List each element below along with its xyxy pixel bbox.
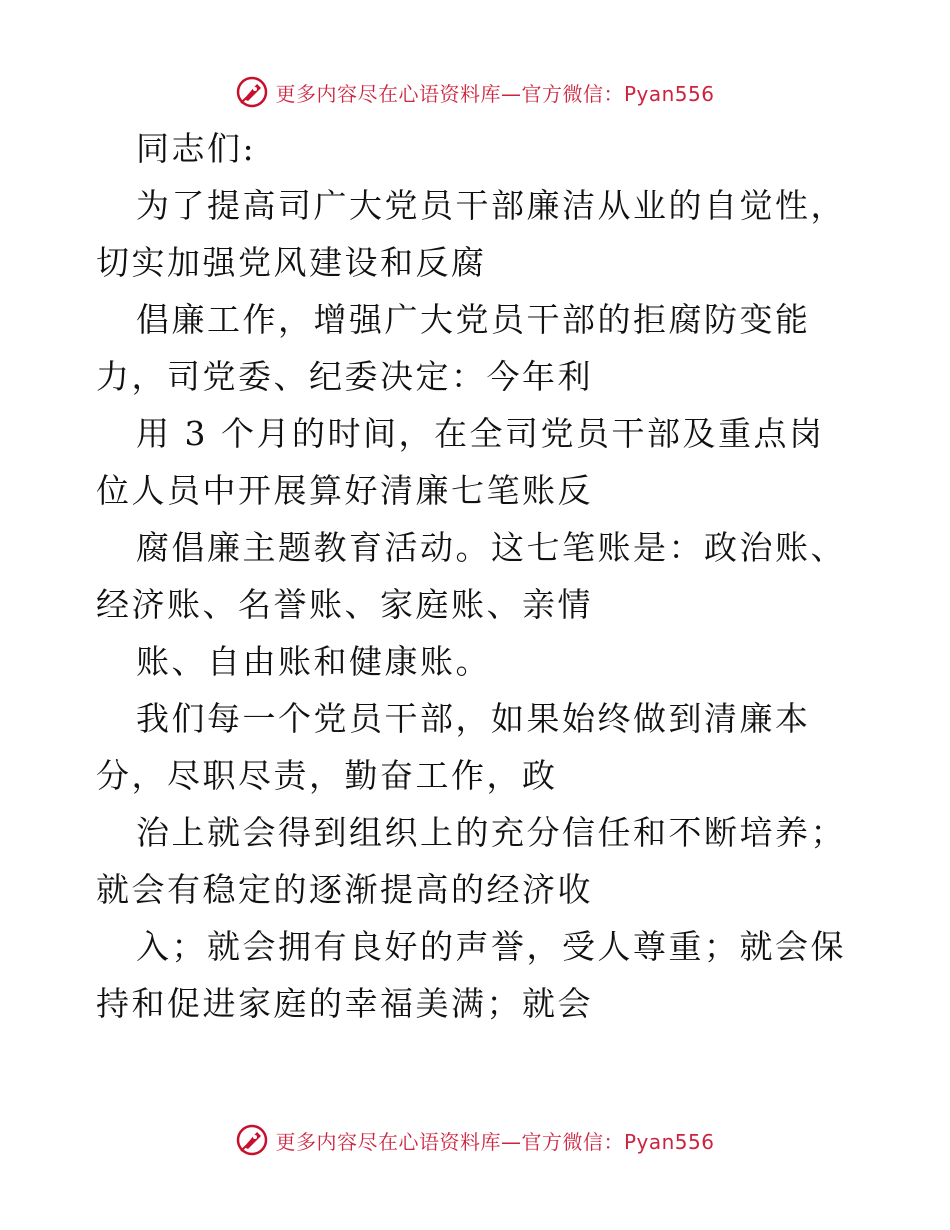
pen-nib-logo-icon	[235, 1123, 269, 1157]
paragraph: 我们每一个党员干部，如果始终做到清廉本分，尽职尽责，勤奋工作，政	[96, 699, 811, 795]
paragraph: 为了提高司广大党员干部廉洁从业的自觉性，切实加强党风建设和反腐	[96, 186, 846, 282]
paragraph: 用 3 个月的时间，在全司党员干部及重点岗位人员中开展算好清廉七笔账反	[96, 414, 825, 510]
header-watermark	[0, 70, 950, 114]
paragraph: 腐倡廉主题教育活动。这七笔账是：政治账、经济账、名誉账、家庭账、亲情	[96, 528, 846, 624]
footer-watermark	[0, 1118, 950, 1162]
watermark-text: 更多内容尽在心语资料库—官方微信：Pyan556	[275, 81, 715, 106]
watermark-text: 更多内容尽在心语资料库—官方微信：Pyan556	[275, 1129, 715, 1154]
paragraph: 治上就会得到组织上的充分信任和不断培养；就会有稳定的逐渐提高的经济收	[96, 813, 846, 909]
salutation: 同志们:	[136, 129, 257, 168]
paragraph: 账、自由账和健康账。	[136, 642, 491, 681]
document-body	[96, 120, 856, 1032]
pen-nib-logo-icon	[235, 75, 269, 109]
paragraph: 倡廉工作，增强广大党员干部的拒腐防变能力，司党委、纪委决定：今年利	[96, 300, 811, 396]
paragraph: 入；就会拥有良好的声誉，受人尊重；就会保持和促进家庭的幸福美满；就会	[96, 927, 846, 1023]
